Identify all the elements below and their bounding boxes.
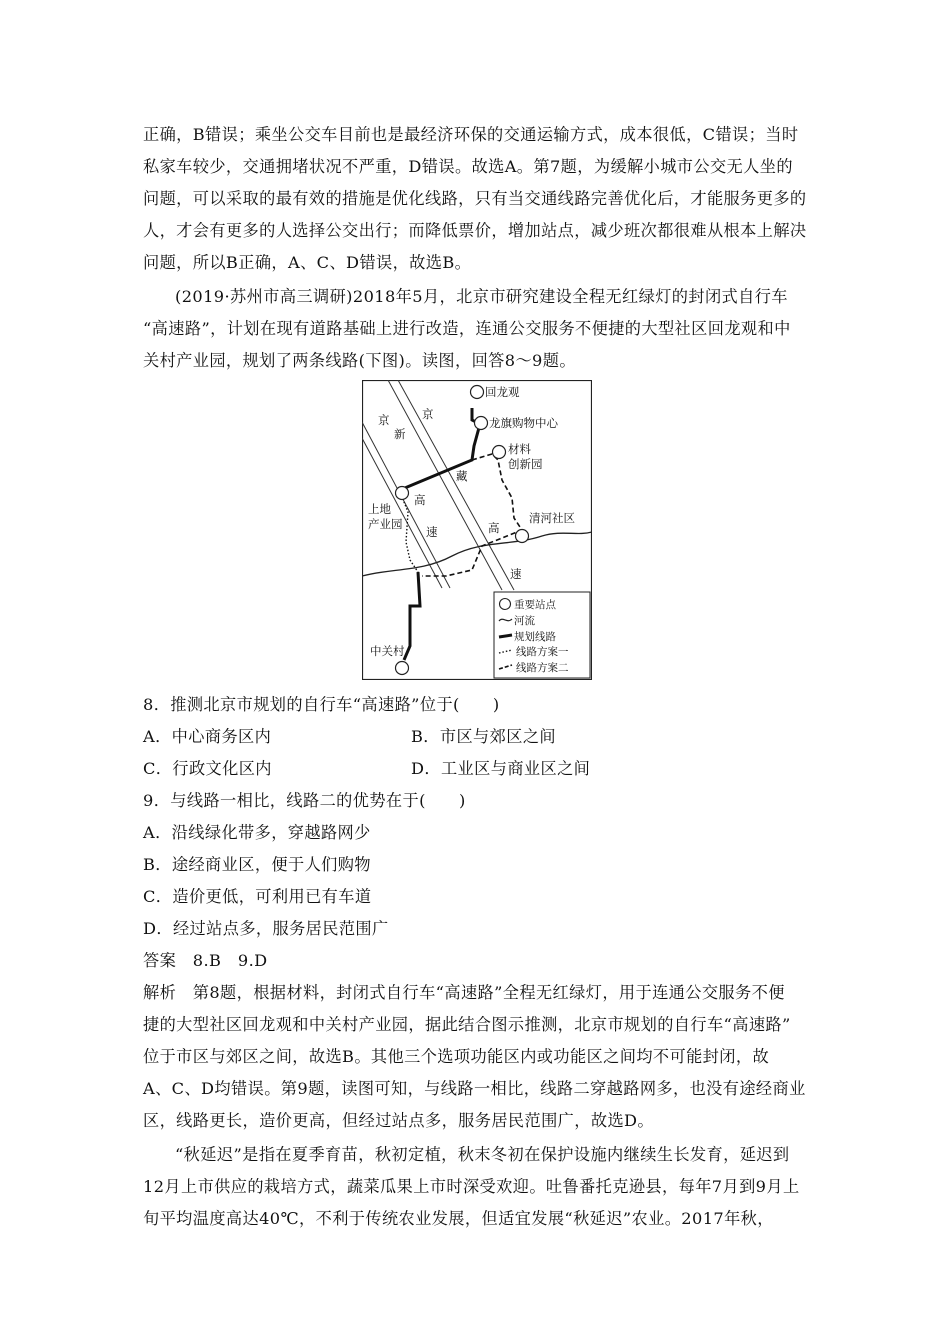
highway-char: 新 <box>394 429 406 441</box>
paragraph-line: 私家车较少，交通拥堵状况不严重，D错误。故选A。第7题，为缓解小城市公交无人坐的 <box>143 157 793 176</box>
station-shangdi-icon <box>396 487 409 500</box>
bike-route-map <box>362 380 592 680</box>
highway-char: 京 <box>422 409 434 421</box>
paragraph-line: 旬平均温度高达40℃，不利于传统农业发展，但适宜发展“秋延迟”农业。2017年秋， <box>143 1209 774 1228</box>
station-longqi-icon <box>475 417 488 430</box>
analysis-line: 区，线路更长，造价更高，但经过站点多，服务居民范围广，故选D。 <box>143 1111 655 1130</box>
paragraph-line: 正确，B错误；乘坐公交车目前也是最经济环保的交通运输方式，成本很低，C错误；当时 <box>143 125 799 144</box>
highway-char: 京 <box>378 415 390 427</box>
highway-char: 高 <box>488 523 500 535</box>
analysis-line: A、C、D均错误。第9题，读图可知，与线路一相比，线路二穿越路网多，也没有途经商业 <box>143 1079 806 1098</box>
q8-option-a: A．中心商务区内 <box>143 727 272 746</box>
intro-line: (2019·苏州市高三调研)2018年5月，北京市研究建设全程无红绿灯的封闭式自行车 <box>175 287 788 306</box>
q9-option-b: B．途经商业区，便于人们购物 <box>143 855 371 874</box>
station-label: 产业园 <box>368 519 403 531</box>
legend-planned-icon <box>499 635 512 637</box>
paragraph-line: 人，才会有更多的人选择公交出行；而降低票价，增加站点，减少班次都很难从根本上解决 <box>143 221 807 240</box>
station-huilongguan-icon <box>471 386 484 399</box>
q8-option-d: D．工业区与商业区之间 <box>411 759 591 778</box>
q8-option-c: C．行政文化区内 <box>143 759 272 778</box>
paragraph-line: “秋延迟”是指在夏季育苗，秋初定植，秋末冬初在保护设施内继续生长发育，延迟到 <box>175 1145 790 1164</box>
legend-label: 规划线路 <box>514 632 556 643</box>
highway-char: 速 <box>510 569 522 581</box>
station-label: 创新园 <box>508 459 543 471</box>
station-cailiao-icon <box>493 446 506 459</box>
legend-station-icon <box>500 599 511 610</box>
q9-option-d: D．经过站点多，服务居民范围广 <box>143 919 389 938</box>
station-label: 回龙观 <box>485 387 520 399</box>
paragraph-line: 12月上市供应的栽培方式，蔬菜瓜果上市时深受欢迎。吐鲁番托克逊县，每年7月到9月上 <box>143 1177 800 1196</box>
question-8-stem: 8．推测北京市规划的自行车“高速路”位于( ) <box>143 695 500 714</box>
q9-option-a: A．沿线绿化带多，穿越路网少 <box>143 823 371 842</box>
analysis-line: 位于市区与郊区之间，故选B。其他三个选项功能区内或功能区之间均不可能封闭，故 <box>143 1047 770 1066</box>
answer-line: 答案 8.B 9.D <box>143 951 268 970</box>
legend-label: 重要站点 <box>514 600 556 611</box>
paragraph-line: 问题，所以B正确，A、C、D错误，故选B。 <box>143 253 472 272</box>
station-label: 材料 <box>508 444 531 456</box>
paragraph-line: 问题，可以采取的最有效的措施是优化线路，只有当交通线路完善优化后，才能服务更多的 <box>143 189 807 208</box>
question-9-stem: 9．与线路一相比，线路二的优势在于( ) <box>143 791 466 810</box>
analysis-line: 捷的大型社区回龙观和中关村产业园，据此结合图示推测，北京市规划的自行车“高速路” <box>143 1015 791 1034</box>
station-label: 龙旗购物中心 <box>489 418 558 430</box>
legend-label: 线路方案二 <box>516 663 569 674</box>
q9-option-c: C．造价更低，可利用已有车道 <box>143 887 372 906</box>
station-label: 中关村 <box>370 646 405 658</box>
station-label: 上地 <box>368 504 391 516</box>
intro-line: 关村产业园，规划了两条线路(下图)。读图，回答8～9题。 <box>143 351 576 370</box>
analysis-line: 解析 第8题，根据材料，封闭式自行车“高速路”全程无红绿灯，用于连通公交服务不便 <box>143 983 785 1002</box>
intro-line: “高速路”，计划在现有道路基础上进行改造，连通公交服务不便捷的大型社区回龙观和中 <box>143 319 791 338</box>
map-legend <box>494 592 590 678</box>
legend-label: 线路方案一 <box>516 647 569 658</box>
station-qinghe-icon <box>516 530 529 543</box>
station-label: 清河社区 <box>529 513 575 525</box>
highway-char: 高 <box>414 495 426 507</box>
highway-char: 藏 <box>456 471 468 483</box>
station-zhongguancun-icon <box>396 662 409 675</box>
legend-label: 河流 <box>514 616 535 627</box>
q8-option-b: B．市区与郊区之间 <box>411 727 556 746</box>
highway-char: 速 <box>426 527 438 539</box>
